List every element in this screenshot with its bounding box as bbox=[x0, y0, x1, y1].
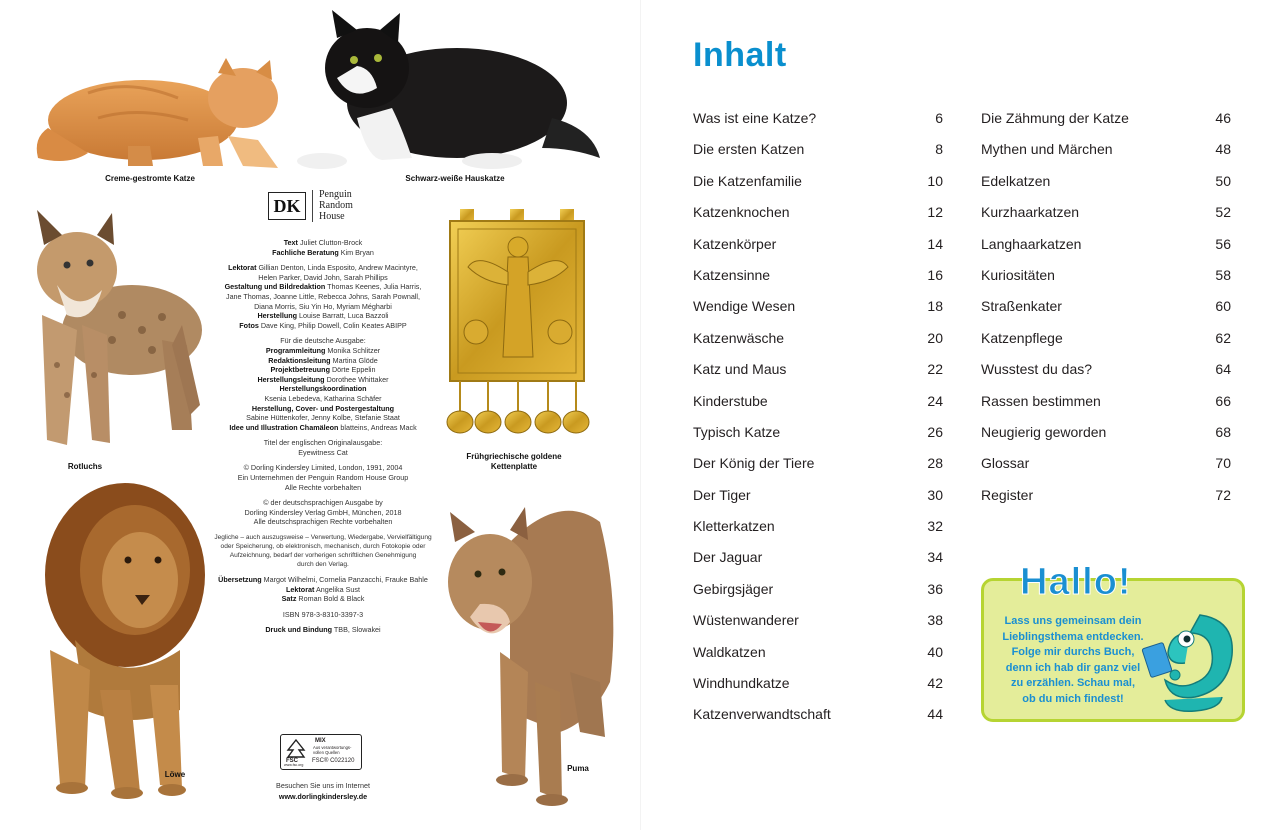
toc-entry-page: 46 bbox=[1215, 110, 1231, 126]
toc-entry[interactable] bbox=[693, 610, 943, 641]
imprint-credits: Text Juliet Clutton-Brock Fachliche Beratung Kim Bryan bbox=[272, 238, 374, 257]
dk-logo: DK bbox=[268, 192, 306, 220]
toc-entry-page: 34 bbox=[927, 549, 943, 566]
toc-entry[interactable] bbox=[693, 234, 943, 265]
fsc-code: FSC® C022120 bbox=[312, 758, 355, 764]
toc-entry-title: Wusstest du das? bbox=[981, 361, 1093, 378]
imprint-original-title: Titel der englischen Originalausgabe: Eyewitness Cat bbox=[263, 438, 383, 457]
toc-entry-title: Kinderstube bbox=[693, 392, 768, 409]
caption-gold-plate: Frühgriechische goldene Kettenplatte bbox=[466, 452, 562, 471]
fsc-logo-text: FSC bbox=[286, 758, 298, 764]
toc-entry[interactable] bbox=[693, 265, 943, 296]
toc-entry[interactable] bbox=[981, 296, 1231, 327]
imprint-website: Besuchen Sie uns im Internet www.dorlingkindersley.de bbox=[240, 780, 406, 802]
imprint-isbn: ISBN 978-3-8310-3397-3 bbox=[282, 609, 364, 619]
toc-entry-title: Die Zähmung der Katze bbox=[981, 110, 1129, 126]
toc-entry-page: 72 bbox=[1215, 486, 1231, 503]
toc-entry-title: Rassen bestimmen bbox=[981, 392, 1101, 409]
fsc-sources: Aus verantwortungs- vollen Quellen bbox=[313, 745, 352, 755]
toc-entry-page: 10 bbox=[927, 172, 943, 189]
toc-entry-title: Der Tiger bbox=[693, 486, 751, 503]
toc-entry-page: 32 bbox=[927, 518, 943, 535]
toc-entry-page: 14 bbox=[927, 235, 943, 252]
toc-entry[interactable] bbox=[693, 547, 943, 578]
toc-entry-page: 64 bbox=[1215, 361, 1231, 378]
mascot-greeting: Hallo! bbox=[1020, 561, 1132, 603]
toc-entry-title: Kuriositäten bbox=[981, 266, 1055, 283]
toc-entry-title: Was ist eine Katze? bbox=[693, 110, 817, 126]
toc-entry-title: Register bbox=[981, 486, 1034, 503]
toc-entry[interactable] bbox=[981, 391, 1231, 422]
toc-entry-page: 58 bbox=[1215, 266, 1231, 283]
black-white-cat-image bbox=[282, 8, 602, 173]
toc-entry-title: Straßenkater bbox=[981, 298, 1062, 315]
toc-entry-page: 70 bbox=[1215, 455, 1231, 472]
toc-entry-page: 24 bbox=[927, 392, 943, 409]
penguin-random-house-logo: Penguin Random House bbox=[319, 189, 353, 222]
toc-entry[interactable] bbox=[693, 328, 943, 359]
chameleon-mascot-icon bbox=[1140, 605, 1240, 717]
page-title: Inhalt bbox=[693, 36, 787, 74]
toc-entry-title: Edelkatzen bbox=[981, 172, 1051, 189]
toc-entry-title: Wüstenwanderer bbox=[693, 612, 799, 629]
toc-entry[interactable] bbox=[693, 139, 943, 170]
imprint-original-credits: Lektorat Gillian Denton, Linda Esposito, Andrew Macintyre, Helen Parker, David John, Sarah Phillips Gestaltung und Bildredaktion Thomas Keenes, Julia Harris, Jane Thomas, Joanne Little, Rebecca Johns, Sarah Pownall, Diana Morris, Siu Yin Ho, Myriam Mégharbi Herstellung Louise Barratt, Luca Bazzoli Fotos Dave King, Philip Dowell, Colin Keates ABIPP bbox=[224, 263, 422, 330]
toc-entry[interactable] bbox=[693, 579, 943, 610]
toc-entry-title: Die ersten Katzen bbox=[693, 141, 805, 158]
toc-entry[interactable] bbox=[693, 171, 943, 202]
toc-entry-title: Katzenkörper bbox=[693, 235, 777, 252]
toc-column-right bbox=[981, 108, 1231, 516]
imprint-rights-notice: Jegliche – auch auszugsweise – Verwertung, Wiedergabe, Vervielfältigung oder Speicherung, ob elektronisch, mechanisch, durch Fotokopie oder Aufzeichnung, bedarf der vorherigen schriftlichen Genehmigung durch den Verlag. bbox=[214, 534, 432, 569]
toc-entry-page: 38 bbox=[927, 612, 943, 629]
toc-entry-page: 12 bbox=[927, 204, 943, 221]
imprint-copyright-german: © der deutschsprachigen Ausgabe by Dorling Kindersley Verlag GmbH, München, 2018 Alle deutschsprachigen Rechte vorbehalten bbox=[244, 498, 402, 527]
imprint-copyright-dk: © Dorling Kindersley Limited, London, 1991, 2004 Ein Unternehmen der Penguin Random House Group Alle Rechte vorbehalten bbox=[237, 463, 409, 492]
fsc-tree-icon bbox=[285, 738, 307, 760]
toc-entry[interactable] bbox=[693, 108, 943, 139]
toc-entry-title: Der Jaguar bbox=[693, 549, 763, 566]
fsc-url: www.fsc.org bbox=[284, 763, 304, 767]
toc-entry-title: Katzenwäsche bbox=[693, 329, 785, 346]
puma-image bbox=[440, 482, 620, 812]
toc-entry-title: Mythen und Märchen bbox=[981, 141, 1113, 158]
toc-entry[interactable] bbox=[981, 202, 1231, 233]
toc-entry[interactable] bbox=[981, 328, 1231, 359]
toc-entry-page: 28 bbox=[927, 455, 943, 472]
bobcat-image bbox=[22, 205, 207, 460]
caption-lion: Löwe bbox=[164, 770, 186, 779]
cream-tabby-cat-image bbox=[28, 58, 298, 176]
toc-entry-page: 6 bbox=[935, 110, 943, 126]
toc-entry-title: Kurzhaarkatzen bbox=[981, 204, 1080, 221]
toc-entry-title: Katz und Maus bbox=[693, 361, 787, 378]
mascot-message: Lass uns gemeinsam dein Lieblingsthema entdecken. Folge mir durchs Buch, denn ich hab dir ganz viel zu erzählen. Schau mal, ob du mich findest! bbox=[1002, 615, 1144, 705]
toc-entry-page: 18 bbox=[927, 298, 943, 315]
toc-entry-title: Katzenverwandtschaft bbox=[693, 706, 831, 723]
toc-entry-page: 48 bbox=[1215, 141, 1231, 158]
toc-entry-title: Neugierig geworden bbox=[981, 423, 1107, 440]
toc-entry-title: Waldkatzen bbox=[693, 643, 766, 660]
imprint-translation: Übersetzung Margot Wilhelmi, Cornelia Panzacchi, Frauke Bahle Lektorat Angelika Sust Satz Roman Bold & Black bbox=[218, 575, 428, 604]
caption-puma: Puma bbox=[567, 764, 589, 773]
toc-entry[interactable] bbox=[981, 265, 1231, 296]
publisher-logo bbox=[266, 190, 376, 224]
toc-entry-page: 42 bbox=[927, 675, 943, 692]
toc-entry-title: Typisch Katze bbox=[693, 423, 781, 440]
toc-entry-page: 44 bbox=[927, 706, 943, 723]
toc-entry[interactable] bbox=[981, 234, 1231, 265]
toc-entry-page: 56 bbox=[1215, 235, 1231, 252]
toc-entry-page: 30 bbox=[927, 486, 943, 503]
toc-entry-page: 50 bbox=[1215, 172, 1231, 189]
toc-entry-page: 40 bbox=[927, 643, 943, 660]
toc-entry-page: 66 bbox=[1215, 392, 1231, 409]
toc-entry[interactable] bbox=[693, 453, 943, 484]
toc-entry[interactable] bbox=[981, 108, 1231, 139]
toc-entry-page: 22 bbox=[927, 361, 943, 378]
toc-entry-title: Die Katzenfamilie bbox=[693, 172, 802, 189]
toc-entry-page: 26 bbox=[927, 423, 943, 440]
caption-bobcat: Rotluchs bbox=[67, 462, 103, 471]
page-fold bbox=[640, 0, 641, 830]
website-link[interactable]: www.dorlingkindersley.de bbox=[278, 792, 368, 801]
toc-column-left bbox=[693, 108, 943, 736]
toc-entry-page: 52 bbox=[1215, 204, 1231, 221]
toc-entry-title: Langhaarkatzen bbox=[981, 235, 1082, 252]
toc-entry[interactable] bbox=[693, 642, 943, 673]
toc-entry[interactable] bbox=[693, 516, 943, 547]
toc-entry[interactable] bbox=[693, 296, 943, 327]
caption-black-white-cat: Schwarz-weiße Hauskatze bbox=[405, 174, 505, 183]
toc-entry-title: Kletterkatzen bbox=[693, 518, 775, 535]
toc-entry[interactable] bbox=[693, 391, 943, 422]
toc-entry-page: 16 bbox=[927, 266, 943, 283]
toc-entry-title: Katzenpflege bbox=[981, 329, 1063, 346]
imprint-print: Druck und Bindung TBB, Slowakei bbox=[265, 625, 381, 635]
toc-entry-title: Wendige Wesen bbox=[693, 298, 796, 315]
lion-image bbox=[30, 470, 210, 805]
toc-entry[interactable] bbox=[981, 139, 1231, 170]
toc-entry[interactable] bbox=[693, 673, 943, 704]
toc-entry-title: Katzensinne bbox=[693, 266, 771, 283]
toc-entry[interactable] bbox=[981, 485, 1231, 516]
toc-entry-page: 68 bbox=[1215, 423, 1231, 440]
toc-entry-title: Katzenknochen bbox=[693, 204, 790, 221]
logo-divider bbox=[312, 190, 313, 222]
toc-entry-page: 20 bbox=[927, 329, 943, 346]
toc-entry-page: 60 bbox=[1215, 298, 1231, 315]
toc-entry[interactable] bbox=[981, 359, 1231, 390]
toc-entry-page: 36 bbox=[927, 580, 943, 597]
toc-entry-title: Der König der Tiere bbox=[693, 455, 815, 472]
toc-entry-title: Gebirgsjäger bbox=[693, 580, 774, 597]
gold-plate-image bbox=[438, 207, 594, 445]
toc-entry[interactable] bbox=[693, 422, 943, 453]
imprint bbox=[205, 238, 441, 641]
imprint-german-credits: Für die deutsche Ausgabe: Programmleitung Monika Schlitzer Redaktionsleitung Martina Glöde Projektbetreuung Dörte Eppelin Herstellungsleitung Dorothee Whittaker Herstellungskoordination Ksenia Lebedeva, Katharina Schäfer Herstellung, Cover- und Postergestaltung Sabine Hüttenkofer, Jenny Kolbe, Stefanie Staat Idee und Illustration Chamäleon blatteins, Andreas Mack bbox=[229, 336, 417, 432]
fsc-badge bbox=[280, 734, 362, 770]
toc-entry[interactable] bbox=[981, 422, 1231, 453]
toc-entry[interactable] bbox=[693, 704, 943, 735]
fsc-mix: MIX bbox=[315, 738, 326, 744]
toc-entry-title: Glossar bbox=[981, 455, 1030, 472]
toc-entry-title: Windhundkatze bbox=[693, 675, 790, 692]
toc-entry-page: 8 bbox=[935, 141, 943, 158]
toc-entry-page: 62 bbox=[1215, 329, 1231, 346]
toc-entry[interactable] bbox=[693, 359, 943, 390]
caption-cream-cat: Creme-gestromte Katze bbox=[105, 174, 195, 183]
toc-entry[interactable] bbox=[693, 202, 943, 233]
toc-entry[interactable] bbox=[981, 453, 1231, 484]
toc-entry[interactable] bbox=[981, 171, 1231, 202]
toc-entry[interactable] bbox=[693, 485, 943, 516]
